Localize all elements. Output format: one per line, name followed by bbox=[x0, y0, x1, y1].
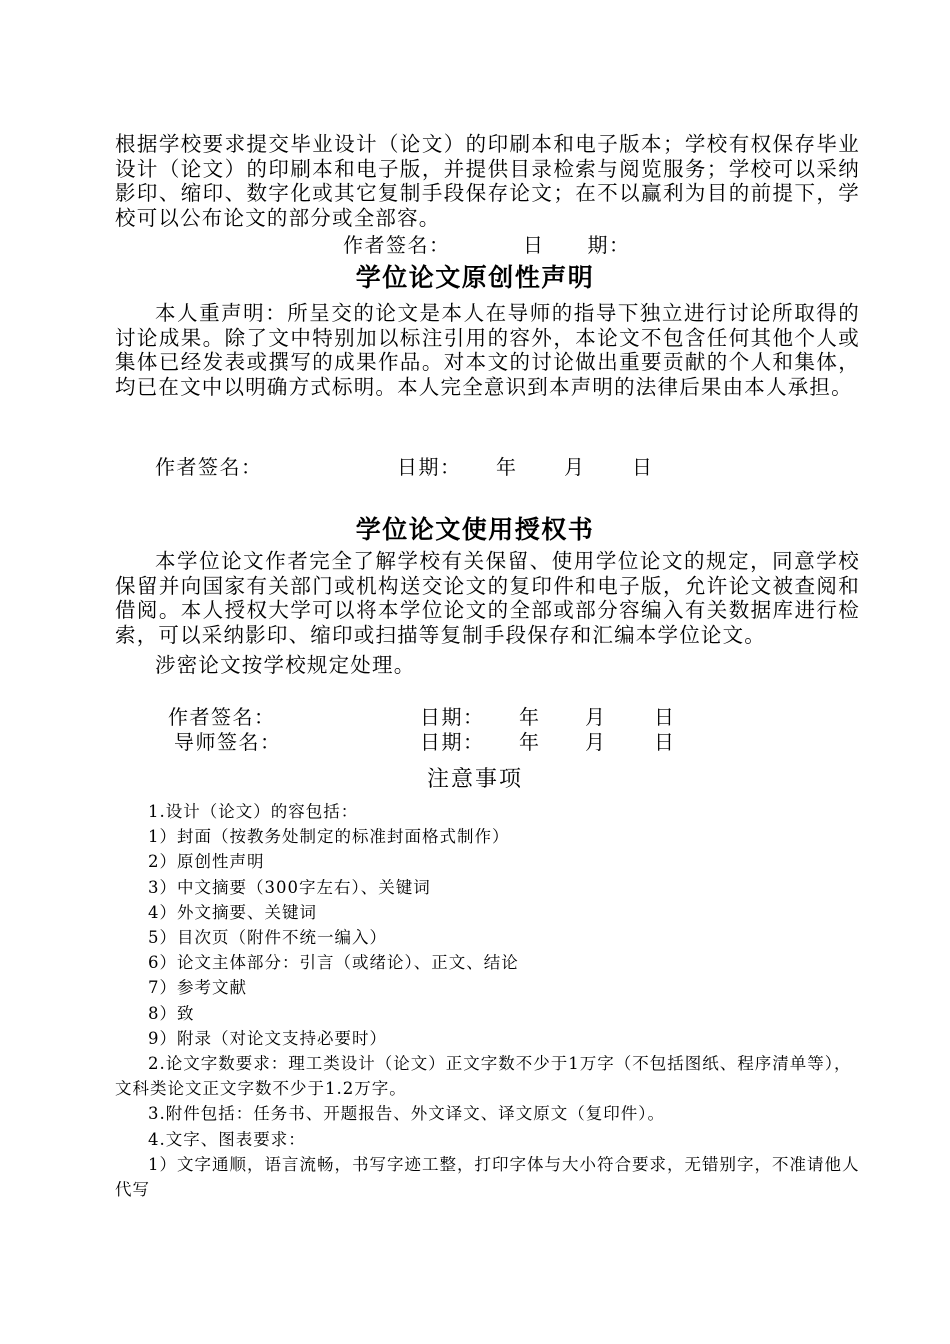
authorization-body: 本学位论文作者完全了解学校有关保留、使用学位论文的规定，同意学校保留并向国家有关部门或机构送交论文的复印件和电子版，允许论文被查阅和借阅。本人授权大学可以将本学位论文的全部或部分容编入有关数据库进行检索，可以采纳影印、缩印或扫描等复制手段保存和汇编本学位论文。 bbox=[115, 549, 860, 647]
notes-item: 5）目次页（附件不统一编入） bbox=[148, 928, 387, 948]
authorization-author-date-label: 日期： bbox=[420, 705, 485, 729]
authorization-author-label: 作者签名： bbox=[168, 705, 276, 729]
authorization-author-month: 月 bbox=[585, 705, 607, 729]
authorization-author-day: 日 bbox=[654, 705, 676, 729]
notes-list bbox=[115, 799, 860, 1202]
originality-author-label: 作者签名： bbox=[155, 455, 263, 479]
authorization-advisor-day: 日 bbox=[654, 730, 676, 754]
date-label: 日 期： bbox=[523, 233, 631, 257]
archive-paragraph: 根据学校要求提交毕业设计（论文）的印刷本和电子版本；学校有权保存毕业设计（论文）的印刷本和电子版，并提供目录检索与阅览服务；学校可以采纳影印、缩印、数字化或其它复制手段保存论文；在不以赢利为目的前提下，学校可以公布论文的部分或全部容。 bbox=[115, 132, 860, 230]
secret-note: 涉密论文按学校规定处理。 bbox=[155, 653, 416, 677]
authorization-author-year: 年 bbox=[519, 705, 541, 729]
notes-text-chart: 4.文字、图表要求： bbox=[148, 1129, 306, 1149]
originality-body: 本人重声明：所呈交的论文是本人在导师的指导下独立进行讨论所取得的讨论成果。除了文中特别加以标注引用的容外，本论文不包含任何其他个人或集体已经发表或撰写的成果作品。对本文的讨论做出重要贡献的个人和集体，均已在文中以明确方式标明。本人完全意识到本声明的法律后果由本人承担。 bbox=[115, 301, 860, 399]
notes-item: 7）参考文献 bbox=[148, 978, 247, 998]
originality-year: 年 bbox=[496, 455, 518, 479]
notes-item: 9）附录（对论文支持必要时） bbox=[148, 1028, 387, 1048]
authorization-title: 学位论文使用授权书 bbox=[355, 515, 595, 544]
notes-item: 6）论文主体部分：引言（或绪论）、正文、结论 bbox=[148, 953, 519, 973]
notes-word-count: 2.论文字数要求：理工类设计（论文）正文字数不少于1万字（不包括图纸、程序清单等），文科类论文正文字数不少于1.2万字。 bbox=[115, 1054, 852, 1099]
notes-text-requirement: 1）文字通顺，语言流畅，书写字迹工整，打印字体与大小符合要求，无错别字，不准请他人代写 bbox=[115, 1154, 860, 1200]
authorization-advisor-label: 导师签名： bbox=[174, 730, 282, 754]
originality-day: 日 bbox=[632, 455, 654, 479]
author-signature-label: 作者签名： bbox=[343, 233, 451, 257]
originality-month: 月 bbox=[564, 455, 586, 479]
notes-item: 1）封面（按教务处制定的标准封面格式制作） bbox=[148, 827, 510, 847]
notes-item: 8）致 bbox=[148, 1003, 195, 1023]
authorization-advisor-date-label: 日期： bbox=[420, 730, 485, 754]
notes-item: 3）中文摘要（300字左右）、关键词 bbox=[148, 877, 431, 897]
authorization-advisor-month: 月 bbox=[585, 730, 607, 754]
notes-item: 4）外文摘要、关键词 bbox=[148, 902, 317, 922]
authorization-advisor-year: 年 bbox=[519, 730, 541, 754]
originality-title: 学位论文原创性声明 bbox=[355, 263, 595, 292]
notes-attachments: 3.附件包括：任务书、开题报告、外文译文、译文原文（复印件）。 bbox=[148, 1104, 665, 1124]
notes-item: 2）原创性声明 bbox=[148, 852, 265, 872]
notes-item: 1.设计（论文）的容包括： bbox=[148, 802, 359, 821]
notes-title: 注意事项 bbox=[426, 767, 523, 792]
originality-date-label: 日期： bbox=[397, 455, 462, 479]
